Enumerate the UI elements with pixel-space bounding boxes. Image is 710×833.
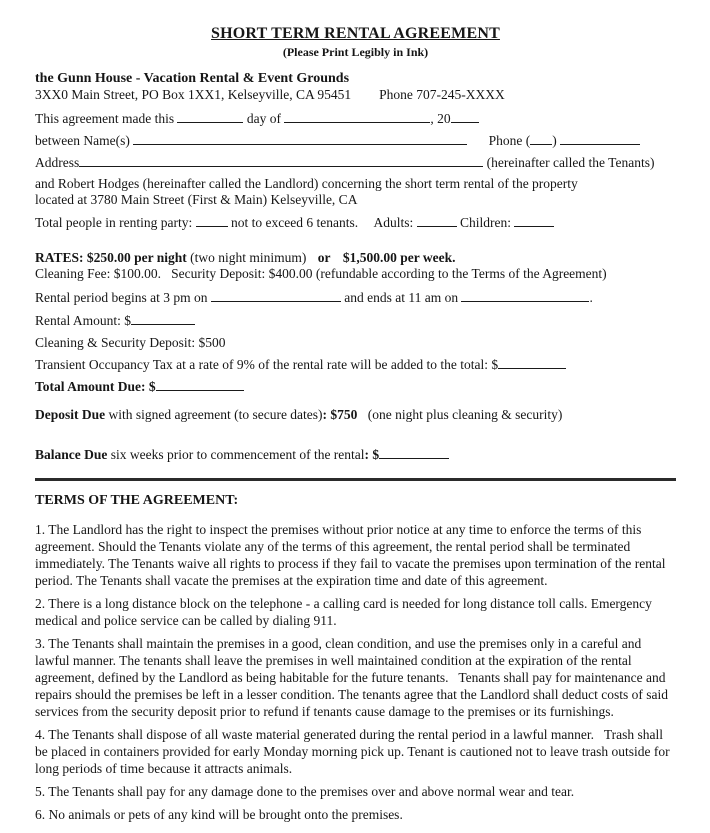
day-of-label: day of xyxy=(246,110,281,126)
landlord-line-1: and Robert Hodges (hereinafter called the Landlord) concerning the short term rental of the property xyxy=(35,175,578,191)
address-blank xyxy=(79,154,483,167)
rental-amount-blank xyxy=(131,312,195,325)
period-tail: . xyxy=(589,289,593,305)
cleaning-deposit-line: Cleaning & Security Deposit: $500 xyxy=(35,334,226,350)
terms-clause-5: 5. The Tenants shall pay for any damage done to the premises over and above normal wear and tear. xyxy=(35,783,575,799)
party-count-blank xyxy=(196,214,228,227)
period-start-label: Rental period begins at 3 pm on xyxy=(35,289,208,305)
day-blank xyxy=(177,110,243,123)
party-label: Total people in renting party: xyxy=(35,214,193,230)
property-address-line xyxy=(35,87,676,104)
adults-label: Adults: xyxy=(373,214,414,230)
tenant-address-line xyxy=(35,154,676,171)
year-prefix: , 20 xyxy=(430,110,451,126)
period-start-blank xyxy=(211,289,341,302)
property-address: 3XX0 Main Street, PO Box 1XX1, Kelseyville, CA 95451 xyxy=(35,87,352,102)
rental-period-line xyxy=(35,289,676,306)
property-phone: Phone 707-245-XXXX xyxy=(379,87,505,102)
phone-close-paren: ) xyxy=(552,132,557,148)
total-due-blank xyxy=(156,378,244,391)
phone-blank xyxy=(560,132,640,145)
party-size-line xyxy=(35,214,676,231)
period-end-label: and ends at 11 am on xyxy=(344,289,459,305)
rental-amount-line xyxy=(35,312,676,329)
balance-due-label: Balance Due xyxy=(35,446,108,462)
month-blank xyxy=(284,110,430,123)
rates-note: (two night minimum) xyxy=(190,249,307,265)
terms-heading: TERMS OF THE AGREEMENT: xyxy=(35,492,239,508)
year-blank xyxy=(451,110,479,123)
section-divider xyxy=(35,478,676,481)
property-name: the Gunn House - Vacation Rental & Event Grounds xyxy=(35,71,350,86)
phone-label: Phone ( xyxy=(488,132,531,148)
made-this-label: This agreement made this xyxy=(35,110,175,126)
terms-clause-3: 3. The Tenants shall maintain the premises in a good, clean condition, and use the premises only in a careful and lawful manner. The tenants shall leave the premises in well maintained condition at the expiration of the rental agreement, defined by the Landlord as being habitable for the future tenants. Tenants shall pay for maintenance and repairs should the premises be left in a lesser condition. The tenants agree that the Landlord shall deduct costs of said services from the security deposit prior to refund if tenants cause damage to the premises or its furnishings. xyxy=(35,635,672,719)
page-title: SHORT TERM RENTAL AGREEMENT xyxy=(211,25,500,42)
address-label: Address xyxy=(35,154,80,170)
rates-weekly: $1,500.00 per week. xyxy=(342,249,456,265)
names-blank xyxy=(133,132,467,145)
balance-due-text: six weeks prior to commencement of the rental xyxy=(110,446,365,462)
total-due-label: Total Amount Due: $ xyxy=(35,378,156,394)
rates-headline xyxy=(35,250,676,267)
party-limit: not to exceed 6 tenants. xyxy=(231,214,359,230)
rates-or: or xyxy=(317,249,331,265)
children-label: Children: xyxy=(460,214,511,230)
deposit-due-amount: : $750 xyxy=(322,406,358,422)
tenants-suffix: (hereinafter called the Tenants) xyxy=(486,154,655,170)
occupancy-tax-line xyxy=(35,356,676,373)
between-label: between Name(s) xyxy=(35,132,130,148)
page-subtitle: (Please Print Legibly in Ink) xyxy=(282,45,429,59)
rental-amount-label: Rental Amount: $ xyxy=(35,312,131,328)
agreement-date-line xyxy=(35,110,676,127)
landlord-line-2: located at 3780 Main Street (First & Main) Kelseyville, CA xyxy=(35,192,358,207)
balance-due-blank xyxy=(379,446,449,459)
deposit-due-text: with signed agreement (to secure dates) xyxy=(108,406,323,422)
adults-blank xyxy=(417,214,457,227)
tenant-names-line xyxy=(35,132,676,149)
area-code-blank xyxy=(530,132,552,145)
rates-bold: RATES: $250.00 per night xyxy=(35,249,187,265)
terms-clause-2: 2. There is a long distance block on the telephone - a calling card is needed for long distance toll calls. Emergency medical and police service can be called by dialing 911. xyxy=(35,595,656,628)
period-end-blank xyxy=(461,289,589,302)
deposit-due-line xyxy=(35,406,676,423)
terms-clause-1: 1. The Landlord has the right to inspect the premises without prior notice at any time to enforce the terms of this agreement. Should the Tenants violate any of the terms of this agreement, the rental period shall be terminated immediately. The Tenants waive all rights to process if they fail to vacate the premises upon termination of the rental period. The Tenants shall vacate the premises at the expiration time and date of this agreement. xyxy=(35,521,669,588)
deposit-due-label: Deposit Due xyxy=(35,406,106,422)
total-due-line xyxy=(35,378,676,395)
deposit-due-note: (one night plus cleaning & security) xyxy=(367,406,563,422)
terms-section xyxy=(35,492,676,823)
fees-line: Cleaning Fee: $100.00. Security Deposit: $400.00 (refundable according to the Terms of the Agreement) xyxy=(35,266,607,281)
occupancy-tax-label: Transient Occupancy Tax at a rate of 9% of the rental rate will be added to the total: $ xyxy=(35,356,499,372)
terms-clause-4: 4. The Tenants shall dispose of all waste material generated during the rental period in a lawful manner. Trash shall be placed in containers provided for early Monday morning pick up. Tenant is cautioned not to leave trash outside for long periods of time because it attracts animals. xyxy=(35,726,674,776)
balance-due-line xyxy=(35,446,676,463)
occupancy-tax-blank xyxy=(498,356,566,369)
terms-clause-6: 6. No animals or pets of any kind will be brought onto the premises. xyxy=(35,806,403,822)
children-blank xyxy=(514,214,554,227)
balance-due-prefix: : $ xyxy=(364,446,380,462)
